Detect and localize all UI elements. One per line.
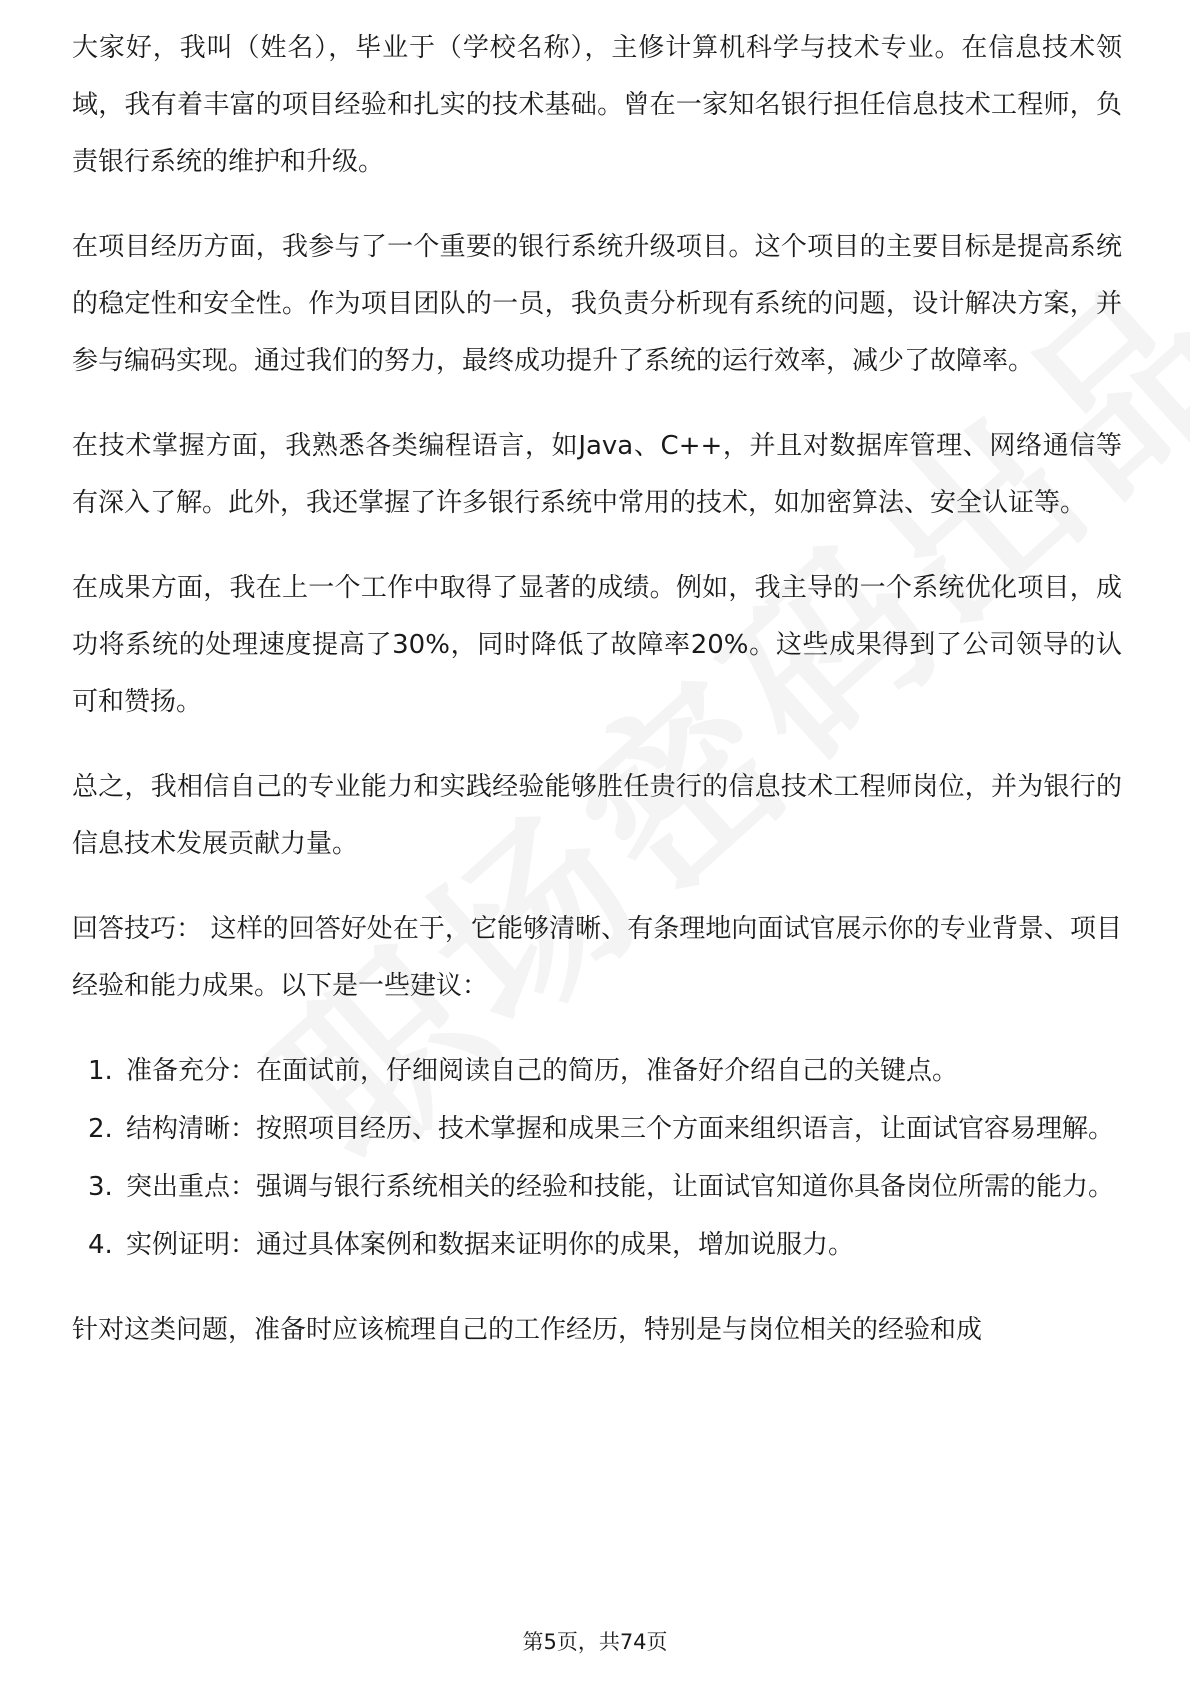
list-item-text: 结构清晰：按照项目经历、技术掌握和成果三个方面来组织语言，让面试官容易理解。 [126,1114,1115,1144]
project-paragraph: 在项目经历方面，我参与了一个重要的银行系统升级项目。这个项目的主要目标是提高系统的稳定性和安全性。作为项目团队的一员，我负责分析现有系统的问题，设计解决方案，并参与编码实现。通过我们的努力，最终成功提升了系统的运行效率，减少了故障率。 [72,232,1122,376]
list-item-number: 1. [88,1056,113,1086]
list-item-number: 2. [88,1114,113,1144]
list-item-number: 3. [88,1172,113,1202]
list-item [72,1159,1122,1216]
summary-paragraph: 总之，我相信自己的专业能力和实践经验能够胜任贵行的信息技术工程师岗位，并为银行的信息技术发展贡献力量。 [72,772,1122,859]
list-item-text: 突出重点：强调与银行系统相关的经验和技能，让面试官知道你具备岗位所需的能力。 [126,1172,1115,1202]
document-body [72,28,1122,1387]
closing-paragraph: 针对这类问题，准备时应该梳理自己的工作经历，特别是与岗位相关的经验和成 [72,1315,983,1345]
list-item [72,1043,1122,1100]
list-item-text: 实例证明：通过具体案例和数据来证明你的成果，增加说服力。 [126,1230,855,1260]
list-item [72,1101,1122,1158]
skills-paragraph: 在技术掌握方面，我熟悉各类编程语言，如Java、C++，并且对数据库管理、网络通信等有深入了解。此外，我还掌握了许多银行系统中常用的技术，如加密算法、安全认证等。 [72,431,1122,518]
tips-intro-paragraph: 回答技巧： 这样的回答好处在于，它能够清晰、有条理地向面试官展示你的专业背景、项目经验和能力成果。以下是一些建议： [72,914,1122,1001]
intro-paragraph: 大家好，我叫（姓名），毕业于（学校名称），主修计算机科学与技术专业。在信息技术领域，我有着丰富的项目经验和扎实的技术基础。曾在一家知名银行担任信息技术工程师，负责银行系统的维护和升级。 [72,33,1122,177]
page-number-footer: 第5页，共74页 [522,1630,668,1654]
tips-list [72,1043,1122,1274]
list-item [72,1217,1122,1274]
list-item-text: 准备充分：在面试前，仔细阅读自己的简历，准备好介绍自己的关键点。 [126,1056,959,1086]
results-paragraph: 在成果方面，我在上一个工作中取得了显著的成绩。例如，我主导的一个系统优化项目，成功将系统的处理速度提高了30%，同时降低了故障率20%。这些成果得到了公司领导的认可和赞扬。 [72,573,1122,717]
list-item-number: 4. [88,1230,113,1260]
